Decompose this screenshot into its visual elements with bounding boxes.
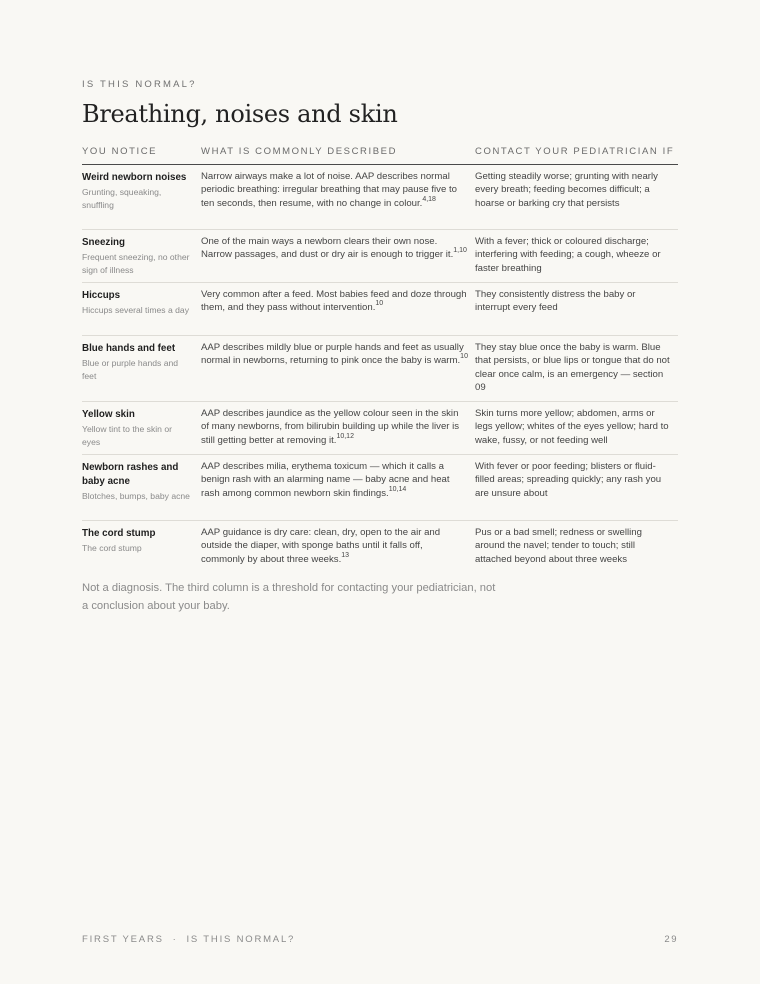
- citation: 10,12: [336, 432, 354, 440]
- citation: 10: [460, 353, 468, 361]
- row-contact: With a fever; thick or coloured discharge; interfering with feeding; a cough, wheeze or faster breathing: [475, 236, 661, 274]
- row-subtitle: Hiccups several times a day: [82, 305, 189, 315]
- disclaimer-note: Not a diagnosis. The third column is a threshold for contacting your pediatrician, not a conclusion about your baby.: [82, 582, 496, 612]
- citation: 4,18: [422, 195, 436, 203]
- row-description: One of the main ways a newborn clears their own nose. Narrow passages, and dust or dry air is enough to trigger it.$^{1,10}$: [201, 236, 467, 261]
- row-description: AAP guidance is dry care: clean, dry, open to the air and outside the diaper, with sponge baths until it falls off, commonly by about three weeks.$^{13}$: [201, 527, 441, 565]
- row-title: Hiccups: [82, 290, 121, 301]
- page-title: Breathing, noises and skin: [82, 100, 398, 128]
- column-header-described: WHAT IS COMMONLY DESCRIBED: [201, 146, 398, 157]
- citation: 10: [375, 300, 384, 308]
- row-description: Narrow airways make a lot of noise. AAP describes normal periodic breathing: irregular breathing that may pause five to ten seconds, then resume, with no change in colour.$^{4,18}$: [201, 171, 457, 209]
- row-title: Sneezing: [82, 237, 126, 248]
- row-subtitle: Blue or purple hands and feet: [82, 358, 179, 382]
- row-description: AAP describes mildly blue or purple hands and feet as usually normal in newborns, returning to pink once the baby is warm.$^{10}$: [201, 342, 468, 367]
- citation: 13: [341, 551, 350, 559]
- row-contact: Skin turns more yellow; abdomen, arms or legs yellow; whites of the eyes yellow; hard to wake, fussy, or not feeding well: [475, 408, 669, 446]
- row-title: Blue hands and feet: [82, 343, 176, 354]
- table-row: [82, 336, 678, 402]
- row-contact: They stay blue once the baby is warm. Blue that persists, or blue lips or tongue that do not clear once calm, is an emergency — section 09: [475, 342, 670, 394]
- table-row: [82, 402, 678, 455]
- row-subtitle: Blotches, bumps, baby acne: [82, 491, 190, 501]
- row-contact: With fever or poor feeding; blisters or fluid-filled areas; spreading quickly; any rash you are unsure about: [475, 461, 662, 499]
- row-description: AAP describes milia, erythema toxicum — which it calls a benign rash with an alarming name — baby acne and heat rash among common newborn skin findings.$^{10,14}$: [201, 461, 450, 499]
- row-subtitle: Grunting, squeaking, snuffling: [82, 187, 162, 211]
- table-row: [82, 165, 678, 230]
- row-title: Yellow skin: [82, 409, 135, 420]
- row-title: The cord stump: [82, 528, 156, 539]
- row-description: Very common after a feed. Most babies feed and doze through them, and they pass without intervention.$^{10}$: [201, 289, 467, 314]
- column-header-you-notice: YOU NOTICE: [82, 146, 158, 157]
- footer-running-head: FIRST YEARS · IS THIS NORMAL?: [82, 934, 296, 945]
- row-subtitle: Yellow tint to the skin or eyes: [82, 424, 172, 448]
- citation: 10,14: [388, 485, 407, 493]
- table-header: [82, 146, 678, 165]
- row-contact: They consistently distress the baby or interrupt every feed: [475, 289, 636, 314]
- row-subtitle: Frequent sneezing, no other sign of illness: [82, 252, 190, 276]
- table-row: [82, 455, 678, 521]
- table-row: [82, 521, 678, 573]
- column-header-contact: CONTACT YOUR PEDIATRICIAN IF: [475, 146, 675, 157]
- page-number: 29: [664, 934, 678, 945]
- table-row: [82, 283, 678, 336]
- citation: 1,10: [453, 247, 467, 255]
- table-row: [82, 230, 678, 283]
- row-description: AAP describes jaundice as the yellow colour seen in the skin of many newborns, from bilirubin building up while the liver is still getting better at removing it.$^{10,12}$: [201, 408, 460, 446]
- row-title: Weird newborn noises: [82, 172, 187, 183]
- table-body: [82, 165, 678, 573]
- row-title: Newborn rashes and baby acne: [82, 462, 179, 487]
- row-contact: Pus or a bad smell; redness or swelling around the navel; tender to touch; still attached beyond about three weeks: [475, 527, 642, 565]
- section-eyebrow: IS THIS NORMAL?: [82, 79, 197, 90]
- page-footer: [82, 934, 678, 945]
- row-subtitle: The cord stump: [82, 543, 142, 553]
- row-contact: Getting steadily worse; grunting with nearly every breath; feeding becomes difficult; a hoarse or barking cry that persists: [475, 171, 658, 209]
